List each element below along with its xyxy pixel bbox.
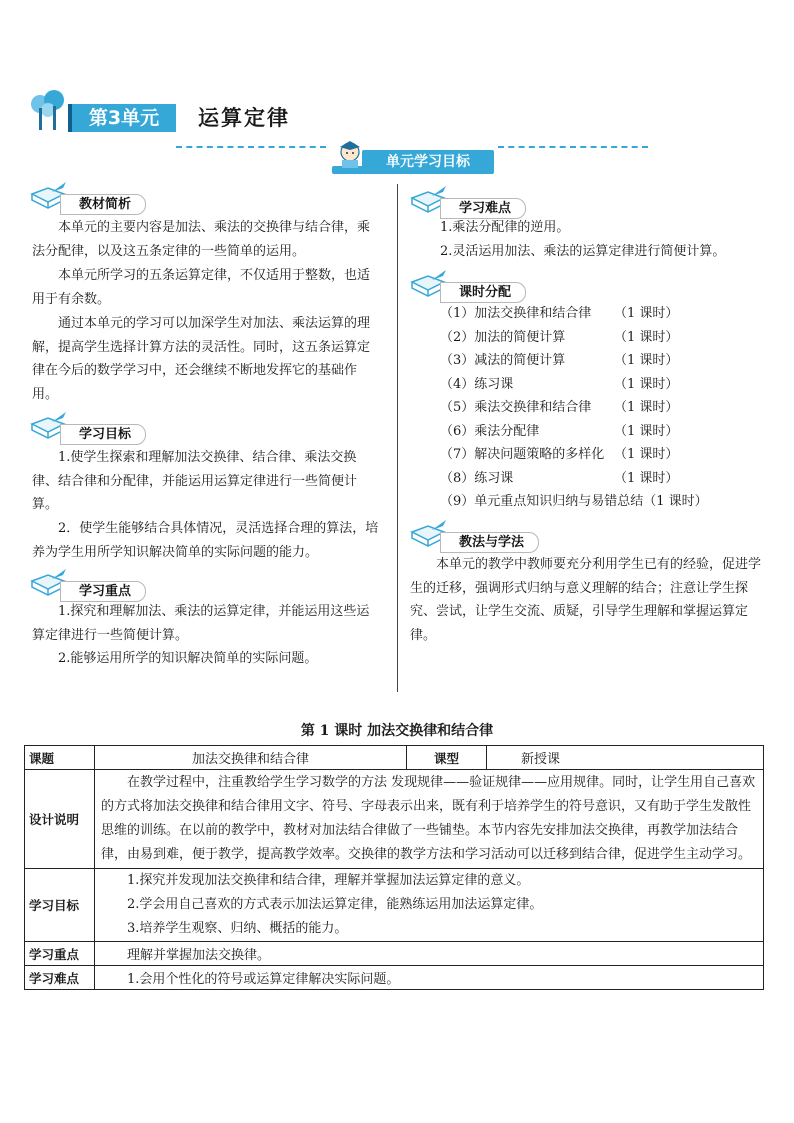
schedule-item-hours: （1 课时） <box>614 423 679 439</box>
keypoints-paragraph-1: 1.探究和理解加法、乘法的运算定律，并能运用这些运算定律进行一些简便计算。 <box>32 604 370 643</box>
unit-badge: 第3单元 <box>68 104 176 132</box>
schedule-item-hours: （1 课时） <box>614 306 679 321</box>
goals-paragraph-2: 2．使学生能够结合具体情况，灵活选择合理的算法，培养为学生用所学知识解决简单的实际问题的能力。 <box>32 521 379 560</box>
schedule-item-name: （4）练习课 <box>440 376 514 392</box>
lesson-title: 第 1 课时 加法交换律和结合律 <box>300 723 494 739</box>
schedule-item-name: （6）乘法分配律 <box>440 423 540 439</box>
goal-item-2: 2.学会用自己喜欢的方式表示加法运算定律，能熟练运用加法运算定律。 <box>127 897 543 912</box>
schedule-item-hours: （1 课时） <box>614 376 679 392</box>
unit-title: 运算定律 <box>198 106 290 130</box>
schedule-item-9: （9）单元重点知识归纳与易错总结（1 课时） <box>440 494 708 509</box>
difficulty-item-2: 2.灵活运用加法、乘法的运算定律进行简便计算。 <box>440 244 726 259</box>
topic-value: 加法交换律和结合律 <box>95 746 407 770</box>
goals-paragraph-1: 1.使学生探索和理解加法交换律、结合律、乘法交换律、结合律和分配律，并能运用运算定律进行一些简便计算。 <box>32 450 358 512</box>
section-title: 教材简析 <box>60 194 146 215</box>
schedule-item-name: （1）加法交换律和结合律 <box>440 306 592 321</box>
section-title: 教法与学法 <box>440 532 539 553</box>
schedule-item-name: （8）练习课 <box>440 470 514 486</box>
lesson-plan-table <box>24 745 764 990</box>
design-text: 在教学过程中，注重教给学生学习数学的方法 发现规律——验证规律——应用规律。同时，让学生用自己喜欢的方式将加法交换律和结合律用文字、符号、字母表示出来，既有利于培养学生的符号意识，又有助于学生发散性思维的训练。在以前的教学中，教材对加法结合律做了一些铺垫。本节内容先安排加法交换律，再教学加法结合律，由易到难，便于教学，提高教学效率。交换律的教学方法和学习活动可以迁移到结合律，促进学生主动学习。 <box>95 770 764 869</box>
table-row <box>25 746 764 770</box>
difficulty-item-1: 1.乘法分配律的逆用。 <box>440 220 570 235</box>
type-value: 新授课 <box>487 746 764 770</box>
material-paragraph-1: 本单元的主要内容是加法、乘法的交换律与结合律，乘法分配律，以及这五条定律的一些简单的运用。 <box>32 220 371 259</box>
key-label: 学习重点 <box>25 942 95 966</box>
schedule-item-name: （2）加法的简便计算 <box>440 329 566 345</box>
key-value: 理解并掌握加法交换律。 <box>95 942 764 966</box>
topic-label: 课题 <box>25 746 95 770</box>
schedule-item-hours: （1 课时） <box>614 329 679 345</box>
tree-icon <box>30 90 66 132</box>
schedule-item-hours: （1 课时） <box>614 353 679 368</box>
unit-goals-banner: 单元学习目标 <box>362 150 494 174</box>
section-title: 学习难点 <box>440 198 526 219</box>
banner-rule-right <box>498 146 648 148</box>
table-row <box>25 869 764 942</box>
diff-label: 学习难点 <box>25 966 95 990</box>
material-paragraph-2: 本单元所学习的五条运算定律，不仅适用于整数，也适用于有余数。 <box>32 268 371 307</box>
goal-item-1: 1.探究并发现加法交换律和结合律，理解并掌握加法运算定律的意义。 <box>127 873 530 888</box>
keypoints-paragraph-2: 2.能够运用所学的知识解决简单的实际问题。 <box>58 651 318 666</box>
column-divider <box>397 184 398 692</box>
table-row <box>25 770 764 869</box>
section-title: 学习目标 <box>60 424 146 445</box>
section-title: 课时分配 <box>440 282 526 303</box>
schedule-item-hours: （1 课时） <box>614 447 679 462</box>
type-label: 课型 <box>407 746 487 770</box>
banner-rule-left <box>176 146 326 148</box>
schedule-item-name: （5）乘法交换律和结合律 <box>440 400 592 415</box>
goal-item-3: 3.培养学生观察、归纳、概括的能力。 <box>127 921 348 936</box>
diff-value: 1.会用个性化的符号或运算定律解决实际问题。 <box>95 966 764 990</box>
schedule-item-name: （7）解决问题策略的多样化 <box>440 447 605 462</box>
material-paragraph-3: 通过本单元的学习可以加深学生对加法、乘法运算的理解，提高学生选择计算方法的灵活性。同时，这五条运算定律在今后的数学学习中，还会继续不断地发挥它的基础作用。 <box>32 316 371 402</box>
schedule-item-hours: （1 课时） <box>614 470 679 486</box>
design-label: 设计说明 <box>25 770 95 869</box>
goals-cell <box>95 869 764 942</box>
goals-label: 学习目标 <box>25 869 95 942</box>
schedule-item-name: （3）减法的简便计算 <box>440 353 566 368</box>
section-title: 学习重点 <box>60 581 146 602</box>
methods-paragraph: 本单元的教学中教师要充分利用学生已有的经验，促进学生的迁移，强调形式归纳与意义理解的结合；注意让学生探究、尝试，让学生交流、质疑，引导学生理解和掌握运算定律。 <box>410 557 762 643</box>
table-row <box>25 942 764 966</box>
table-row <box>25 966 764 990</box>
schedule-item-hours: （1 课时） <box>614 400 679 415</box>
